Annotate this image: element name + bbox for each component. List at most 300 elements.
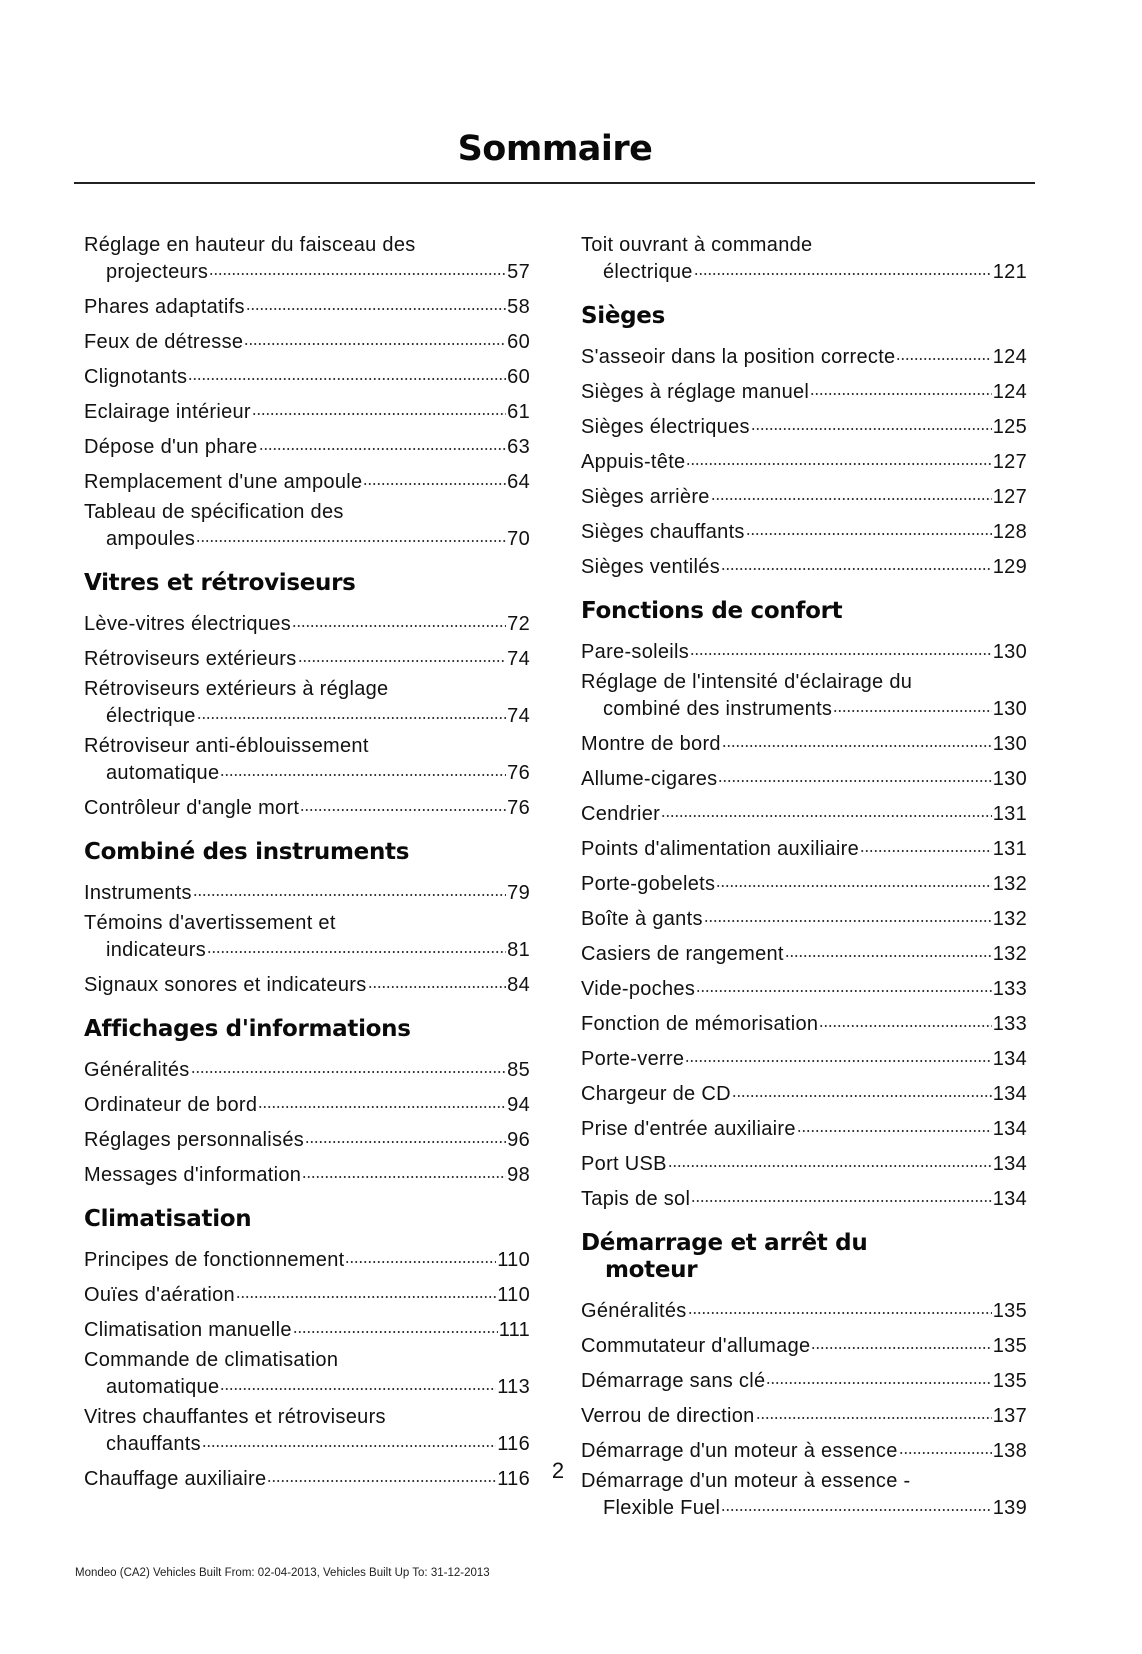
toc-entry-row xyxy=(581,763,1027,790)
toc-entry-row xyxy=(581,1492,1027,1519)
toc-entry[interactable] xyxy=(581,903,1027,930)
toc-entry-page[interactable]: 84 xyxy=(507,974,530,996)
dot-leader xyxy=(810,376,992,398)
toc-entry-page[interactable]: 116 xyxy=(497,1433,530,1455)
toc-entry-row xyxy=(581,728,1027,755)
toc-entry-row xyxy=(581,1295,1027,1322)
toc-entry[interactable] xyxy=(84,1463,530,1490)
section-heading: Fonctions de confort xyxy=(581,598,843,624)
toc-entry-row xyxy=(84,1159,530,1186)
toc-entry-title: Signaux sonores et indicateurs xyxy=(84,974,367,996)
toc-entry-page[interactable]: 72 xyxy=(507,613,530,635)
section-heading-line2: moteur xyxy=(605,1257,698,1283)
toc-entry[interactable] xyxy=(581,973,1027,1000)
dot-leader xyxy=(751,411,992,433)
toc-entry-row xyxy=(84,1054,530,1081)
toc-entry[interactable] xyxy=(84,1314,530,1341)
toc-entry-row xyxy=(581,1148,1027,1175)
toc-entry-page[interactable]: 134 xyxy=(992,1118,1027,1140)
dot-leader xyxy=(756,1400,992,1422)
toc-entry[interactable] xyxy=(84,1279,530,1306)
toc-entry-title: Vide-poches xyxy=(581,978,696,1000)
dot-leader xyxy=(688,1295,992,1317)
dot-leader xyxy=(721,551,992,573)
toc-entry[interactable] xyxy=(84,431,530,458)
toc-entry[interactable] xyxy=(581,868,1027,895)
dot-leader xyxy=(797,1113,992,1135)
toc-entry-title: Sièges ventilés xyxy=(581,556,721,578)
dot-leader xyxy=(298,643,507,665)
toc-entry[interactable] xyxy=(84,1349,530,1398)
page-title: Sommaire xyxy=(457,129,653,169)
toc-entry-page[interactable]: 57 xyxy=(507,261,530,283)
toc-entry-page[interactable]: 74 xyxy=(507,648,530,670)
toc-entry-row xyxy=(84,1244,530,1271)
section-heading: Combiné des instruments xyxy=(84,839,410,865)
toc-entry[interactable] xyxy=(581,516,1027,543)
toc-entry[interactable] xyxy=(581,411,1027,438)
toc-entry-page[interactable]: 134 xyxy=(992,1188,1027,1210)
toc-entry[interactable] xyxy=(581,1330,1027,1357)
toc-entry-page[interactable]: 132 xyxy=(992,873,1027,895)
toc-entry[interactable] xyxy=(84,1054,530,1081)
toc-entry[interactable] xyxy=(581,446,1027,473)
dot-leader xyxy=(686,446,991,468)
toc-entry-page[interactable]: 133 xyxy=(992,978,1027,1000)
toc-entry-page[interactable]: 135 xyxy=(992,1370,1027,1392)
dot-leader xyxy=(732,1078,992,1100)
toc-entry-title: Démarrage d'un moteur à essence xyxy=(581,1440,898,1462)
toc-entry[interactable] xyxy=(581,1148,1027,1175)
toc-entry-title-line1: Rétroviseurs extérieurs à réglage xyxy=(84,678,389,700)
toc-entry[interactable] xyxy=(581,636,1027,663)
toc-entry-title: Appuis-tête xyxy=(581,451,686,473)
toc-entry[interactable] xyxy=(581,341,1027,368)
toc-entry-row xyxy=(581,1400,1027,1427)
toc-entry-title: Phares adaptatifs xyxy=(84,296,245,318)
dot-leader xyxy=(196,523,506,545)
toc-entry[interactable] xyxy=(84,1124,530,1151)
toc-entry-page[interactable]: 74 xyxy=(507,705,530,727)
dot-leader xyxy=(363,466,506,488)
dot-leader xyxy=(718,763,991,785)
toc-entry-title-line2: combiné des instruments xyxy=(603,698,833,720)
toc-entry-row xyxy=(581,1330,1027,1357)
dot-leader xyxy=(746,516,992,538)
toc-entry-row xyxy=(581,341,1027,368)
toc-entry-row xyxy=(581,833,1027,860)
toc-entry-page[interactable]: 134 xyxy=(992,1048,1027,1070)
dot-leader xyxy=(246,291,506,313)
dot-leader xyxy=(819,1008,991,1030)
toc-entry-title: Chargeur de CD xyxy=(581,1083,731,1105)
toc-entry-title-line1: Rétroviseur anti-éblouissement xyxy=(84,735,369,757)
dot-leader xyxy=(252,396,506,418)
toc-entry-title: Ouïes d'aération xyxy=(84,1284,235,1306)
section-heading: Affichages d'informations xyxy=(84,1016,411,1042)
toc-entry-page[interactable]: 127 xyxy=(992,486,1027,508)
toc-entry-page[interactable]: 116 xyxy=(497,1468,530,1490)
toc-entry-row xyxy=(581,938,1027,965)
toc-entry-title: Feux de détresse xyxy=(84,331,244,353)
toc-entry-row xyxy=(581,798,1027,825)
dot-leader xyxy=(345,1244,496,1266)
toc-entry-title: Prise d'entrée auxiliaire xyxy=(581,1118,796,1140)
dot-leader xyxy=(711,481,992,503)
toc-entry-page[interactable]: 135 xyxy=(992,1300,1027,1322)
dot-leader xyxy=(267,1463,496,1485)
toc-entry[interactable] xyxy=(84,1089,530,1116)
toc-entry-row xyxy=(581,1183,1027,1210)
toc-entry[interactable] xyxy=(581,1183,1027,1210)
toc-entry[interactable] xyxy=(84,1406,530,1455)
toc-entry-title: Rétroviseurs extérieurs xyxy=(84,648,297,670)
toc-entry-title: S'asseoir dans la position correcte xyxy=(581,346,896,368)
toc-entry-row xyxy=(581,1008,1027,1035)
toc-entry-title: Cendrier xyxy=(581,803,661,825)
dot-leader xyxy=(220,1371,496,1393)
toc-entry-row xyxy=(84,877,530,904)
page-number: 2 xyxy=(551,1458,565,1483)
toc-entry[interactable] xyxy=(581,234,1027,283)
toc-entry-title: Réglages personnalisés xyxy=(84,1129,305,1151)
toc-entry-title-line2: ampoules xyxy=(106,528,196,550)
toc-entry-title: Généralités xyxy=(581,1300,687,1322)
toc-entry-title: Lève-vitres électriques xyxy=(84,613,291,635)
dot-leader xyxy=(293,1314,498,1336)
toc-entry-row xyxy=(581,256,1027,283)
toc-entry-row xyxy=(84,700,530,727)
toc-entry-page[interactable]: 134 xyxy=(992,1083,1027,1105)
section-heading xyxy=(581,1230,1027,1284)
dot-leader xyxy=(193,877,506,899)
toc-entry-row xyxy=(581,868,1027,895)
toc-entry-title-line1: Vitres chauffantes et rétroviseurs xyxy=(84,1406,386,1428)
toc-entry-page[interactable]: 61 xyxy=(507,401,530,423)
dot-leader xyxy=(696,973,992,995)
toc-entry-page[interactable]: 127 xyxy=(992,451,1027,473)
toc-entry[interactable] xyxy=(84,912,530,961)
toc-entry[interactable] xyxy=(84,501,530,550)
toc-entry-title: Généralités xyxy=(84,1059,190,1081)
toc-entry[interactable] xyxy=(84,678,530,727)
dot-leader xyxy=(860,833,992,855)
dot-leader xyxy=(259,431,507,453)
dot-leader xyxy=(661,798,992,820)
toc-entry-row xyxy=(581,903,1027,930)
toc-entry-row xyxy=(84,969,530,996)
toc-entry[interactable] xyxy=(581,798,1027,825)
toc-entry-title-line2: chauffants xyxy=(106,1433,201,1455)
toc-entry-page[interactable]: 125 xyxy=(992,416,1027,438)
toc-entry-row xyxy=(84,466,530,493)
toc-entry-page[interactable]: 130 xyxy=(992,698,1027,720)
toc-entry-row xyxy=(581,1365,1027,1392)
toc-entry[interactable] xyxy=(581,551,1027,578)
toc-entry-row xyxy=(581,411,1027,438)
toc-entry-title-line1: Démarrage d'un moteur à essence - xyxy=(581,1470,911,1492)
toc-entry[interactable] xyxy=(581,1295,1027,1322)
toc-entry[interactable] xyxy=(84,326,530,353)
dot-leader xyxy=(899,1435,992,1457)
toc-entry-page[interactable]: 130 xyxy=(992,768,1027,790)
toc-entry-page[interactable]: 139 xyxy=(992,1497,1027,1519)
toc-entry-page[interactable]: 110 xyxy=(497,1249,530,1271)
toc-entry[interactable] xyxy=(84,969,530,996)
toc-entry-page[interactable]: 130 xyxy=(992,733,1027,755)
toc-entry[interactable] xyxy=(84,735,530,784)
toc-entry-title: Sièges arrière xyxy=(581,486,710,508)
toc-entry[interactable] xyxy=(84,1159,530,1186)
toc-entry[interactable] xyxy=(581,1008,1027,1035)
toc-entry-title: Fonction de mémorisation xyxy=(581,1013,819,1035)
toc-entry-row xyxy=(581,973,1027,1000)
toc-entry[interactable] xyxy=(581,1043,1027,1070)
dot-leader xyxy=(209,256,506,278)
dot-leader xyxy=(302,1159,506,1181)
toc-entry-title: Verrou de direction xyxy=(581,1405,755,1427)
dot-leader xyxy=(202,1428,496,1450)
toc-entry-page[interactable]: 131 xyxy=(992,803,1027,825)
toc-entry-row xyxy=(84,608,530,635)
dot-leader xyxy=(704,903,992,925)
toc-entry-row xyxy=(84,1314,530,1341)
toc-entry-page[interactable]: 137 xyxy=(992,1405,1027,1427)
toc-entry-title-line1: Témoins d'avertissement et xyxy=(84,912,336,934)
dot-leader xyxy=(668,1148,992,1170)
toc-entry-page[interactable]: 81 xyxy=(507,939,530,961)
toc-entry-page[interactable]: 76 xyxy=(507,762,530,784)
toc-entry-page[interactable]: 96 xyxy=(507,1129,530,1151)
toc-entry-page[interactable]: 113 xyxy=(497,1376,530,1398)
toc-entry-row xyxy=(84,326,530,353)
dot-leader xyxy=(690,636,992,658)
dot-leader xyxy=(721,1492,991,1514)
toc-entry[interactable] xyxy=(581,1400,1027,1427)
toc-entry-page[interactable]: 79 xyxy=(507,882,530,904)
toc-entry-page[interactable]: 124 xyxy=(992,346,1027,368)
toc-entry-title: Messages d'information xyxy=(84,1164,302,1186)
dot-leader xyxy=(691,1183,992,1205)
toc-entry-title-line2: automatique xyxy=(106,762,220,784)
toc-entry-title: Commutateur d'allumage xyxy=(581,1335,811,1357)
toc-entry-title-line1: Réglage en hauteur du faisceau des xyxy=(84,234,416,256)
toc-entry[interactable] xyxy=(581,481,1027,508)
dot-leader xyxy=(244,326,506,348)
toc-entry-title: Instruments xyxy=(84,882,192,904)
footer-vehicle-info: Mondeo (CA2) Vehicles Built From: 02-04-2013, Vehicles Built Up To: 31-12-2013 xyxy=(75,1567,490,1579)
dot-leader xyxy=(685,1043,991,1065)
toc-entry-page[interactable]: 111 xyxy=(498,1319,530,1341)
toc-entry-title-line2: électrique xyxy=(603,261,693,283)
dot-leader xyxy=(300,792,506,814)
toc-entry[interactable] xyxy=(581,938,1027,965)
toc-entry-page[interactable]: 129 xyxy=(992,556,1027,578)
toc-entry-page[interactable]: 94 xyxy=(507,1094,530,1116)
toc-entry-row xyxy=(84,1371,530,1398)
toc-entry-row xyxy=(84,291,530,318)
toc-entry-title-line2: Flexible Fuel xyxy=(603,1497,721,1519)
section-heading: Climatisation xyxy=(84,1206,252,1232)
toc-entry[interactable] xyxy=(581,1365,1027,1392)
toc-entry-page[interactable]: 63 xyxy=(507,436,530,458)
toc-entry[interactable] xyxy=(84,877,530,904)
toc-entry-page[interactable]: 121 xyxy=(992,261,1027,283)
toc-entry-page[interactable]: 85 xyxy=(507,1059,530,1081)
toc-entry-row xyxy=(84,256,530,283)
dot-leader xyxy=(220,757,506,779)
toc-entry-row xyxy=(84,1089,530,1116)
toc-entry-page[interactable]: 138 xyxy=(992,1440,1027,1462)
toc-entry-title: Contrôleur d'angle mort xyxy=(84,797,300,819)
toc-entry-page[interactable]: 58 xyxy=(507,296,530,318)
section-heading-line1: Démarrage et arrêt du xyxy=(581,1230,868,1256)
toc-entry-title: Remplacement d'une ampoule xyxy=(84,471,363,493)
toc-entry[interactable] xyxy=(581,1470,1027,1519)
toc-entry-title: Sièges chauffants xyxy=(581,521,745,543)
dot-leader xyxy=(722,728,992,750)
toc-entry-row xyxy=(581,1078,1027,1105)
toc-entry-title: Sièges à réglage manuel xyxy=(581,381,810,403)
toc-entry-row xyxy=(84,643,530,670)
toc-entry-row xyxy=(84,431,530,458)
toc-entry-row xyxy=(581,1043,1027,1070)
toc-entry-page[interactable]: 128 xyxy=(992,521,1027,543)
toc-entry-title: Ordinateur de bord xyxy=(84,1094,258,1116)
toc-entry-row xyxy=(84,1463,530,1490)
toc-entry[interactable] xyxy=(84,361,530,388)
toc-entry[interactable] xyxy=(581,376,1027,403)
toc-entry-row xyxy=(84,1279,530,1306)
dot-leader xyxy=(188,361,506,383)
toc-entry-title: Pare-soleils xyxy=(581,641,690,663)
dot-leader xyxy=(785,938,992,960)
toc-entry-title-line1: Toit ouvrant à commande xyxy=(581,234,813,256)
toc-entry-title-line2: électrique xyxy=(106,705,196,727)
toc-entry-page[interactable]: 133 xyxy=(992,1013,1027,1035)
toc-entry-row xyxy=(581,516,1027,543)
toc-entry-row xyxy=(84,361,530,388)
toc-entry-row xyxy=(581,1435,1027,1462)
toc-entry[interactable] xyxy=(84,466,530,493)
section-heading: Sièges xyxy=(581,303,666,329)
toc-entry[interactable] xyxy=(84,234,530,283)
toc-entry-row xyxy=(581,481,1027,508)
toc-entry[interactable] xyxy=(84,291,530,318)
toc-entry-title: Démarrage sans clé xyxy=(581,1370,766,1392)
toc-entry-row xyxy=(84,757,530,784)
toc-entry-title-line1: Tableau de spécification des xyxy=(84,501,344,523)
toc-entry-page[interactable]: 131 xyxy=(992,838,1027,860)
toc-entry-title: Allume-cigares xyxy=(581,768,718,790)
toc-entry-row xyxy=(84,934,530,961)
toc-entry-page[interactable]: 124 xyxy=(992,381,1027,403)
dot-leader xyxy=(833,693,991,715)
dot-leader xyxy=(191,1054,507,1076)
toc-entry-row xyxy=(581,446,1027,473)
toc-entry-page[interactable]: 130 xyxy=(992,641,1027,663)
dot-leader xyxy=(896,341,991,363)
toc-entry-title-line2: automatique xyxy=(106,1376,220,1398)
toc-entry-title-line1: Réglage de l'intensité d'éclairage du xyxy=(581,671,913,693)
toc-entry-page[interactable]: 70 xyxy=(507,528,530,550)
toc-entry[interactable] xyxy=(581,1435,1027,1462)
dot-leader xyxy=(305,1124,506,1146)
toc-entry-row xyxy=(581,1113,1027,1140)
toc-entry[interactable] xyxy=(84,396,530,423)
toc-entry[interactable] xyxy=(84,608,530,635)
toc-entry-title: Port USB xyxy=(581,1153,667,1175)
toc-entry-title: Boîte à gants xyxy=(581,908,703,930)
toc-entry-title: Eclairage intérieur xyxy=(84,401,251,423)
toc-entry-row xyxy=(84,792,530,819)
toc-entry-page[interactable]: 60 xyxy=(507,331,530,353)
toc-entry-title: Casiers de rangement xyxy=(581,943,784,965)
toc-right-column xyxy=(581,234,1027,1527)
toc-entry-page[interactable]: 135 xyxy=(992,1335,1027,1357)
toc-entry[interactable] xyxy=(581,763,1027,790)
title-rule xyxy=(74,182,1035,184)
toc-entry-page[interactable]: 98 xyxy=(507,1164,530,1186)
toc-entry-page[interactable]: 64 xyxy=(507,471,530,493)
toc-entry-title: Clignotants xyxy=(84,366,188,388)
dot-leader xyxy=(207,934,506,956)
dot-leader xyxy=(368,969,507,991)
toc-entry-title: Porte-gobelets xyxy=(581,873,716,895)
toc-entry-title-line2: indicateurs xyxy=(106,939,207,961)
toc-entry[interactable] xyxy=(581,1113,1027,1140)
toc-entry-row xyxy=(84,1124,530,1151)
toc-entry-row xyxy=(581,693,1027,720)
toc-entry-title: Dépose d'un phare xyxy=(84,436,258,458)
toc-entry-row xyxy=(581,636,1027,663)
toc-entry[interactable] xyxy=(84,643,530,670)
toc-entry-title: Porte-verre xyxy=(581,1048,685,1070)
toc-entry-row xyxy=(84,523,530,550)
dot-leader xyxy=(766,1365,991,1387)
dot-leader xyxy=(258,1089,506,1111)
dot-leader xyxy=(811,1330,991,1352)
dot-leader xyxy=(197,700,506,722)
dot-leader xyxy=(292,608,506,630)
toc-entry-row xyxy=(84,396,530,423)
toc-entry-page[interactable]: 60 xyxy=(507,366,530,388)
toc-entry-title: Tapis de sol xyxy=(581,1188,691,1210)
toc-entry[interactable] xyxy=(84,1244,530,1271)
toc-entry[interactable] xyxy=(581,1078,1027,1105)
toc-entry[interactable] xyxy=(581,728,1027,755)
dot-leader xyxy=(236,1279,496,1301)
toc-left-column xyxy=(84,234,530,1498)
toc-entry-page[interactable]: 132 xyxy=(992,943,1027,965)
toc-entry-title: Chauffage auxiliaire xyxy=(84,1468,267,1490)
toc-entry-title-line2: projecteurs xyxy=(106,261,209,283)
toc-entry-row xyxy=(581,551,1027,578)
toc-entry-page[interactable]: 132 xyxy=(992,908,1027,930)
toc-entry-page[interactable]: 76 xyxy=(507,797,530,819)
toc-entry-title: Montre de bord xyxy=(581,733,721,755)
toc-entry-row xyxy=(581,376,1027,403)
toc-entry-title-line1: Commande de climatisation xyxy=(84,1349,339,1371)
toc-entry-title: Climatisation manuelle xyxy=(84,1319,292,1341)
toc-entry[interactable] xyxy=(84,792,530,819)
toc-entry[interactable] xyxy=(581,671,1027,720)
toc-entry-page[interactable]: 110 xyxy=(497,1284,530,1306)
toc-entry-row xyxy=(84,1428,530,1455)
toc-entry-page[interactable]: 134 xyxy=(992,1153,1027,1175)
section-heading: Vitres et rétroviseurs xyxy=(84,570,356,596)
toc-entry[interactable] xyxy=(581,833,1027,860)
